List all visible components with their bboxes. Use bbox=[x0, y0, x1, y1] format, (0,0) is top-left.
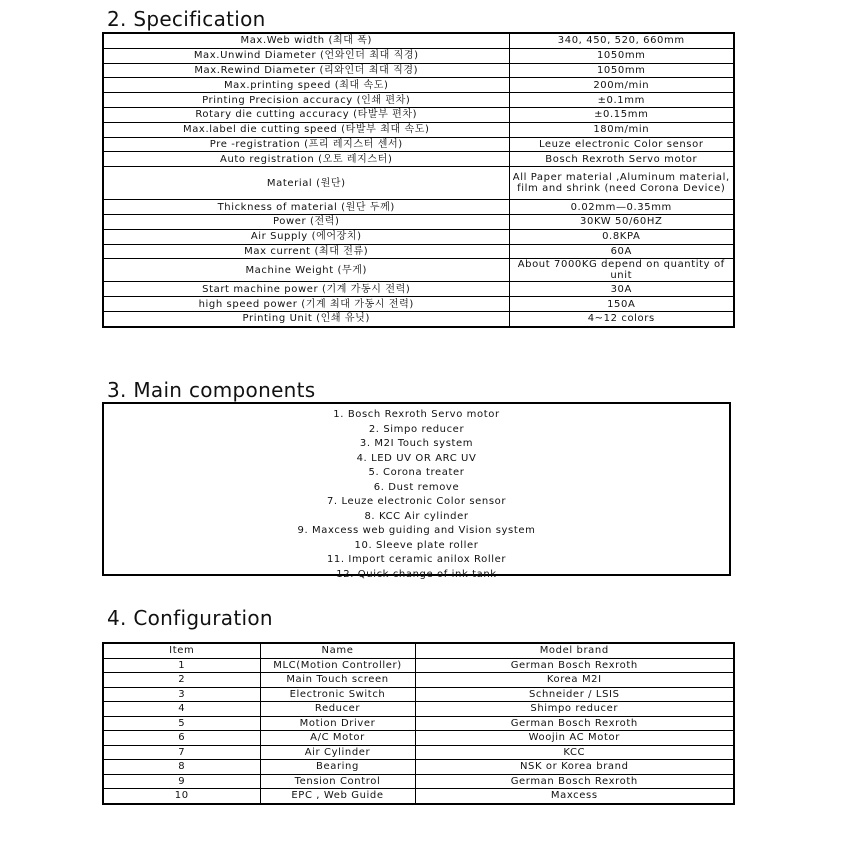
config-item: 1 bbox=[103, 658, 260, 673]
component-item: 12. Quick change of ink tank bbox=[336, 568, 497, 580]
spec-row bbox=[103, 48, 734, 63]
spec-label: high speed power (기계 최대 가동시 전력) bbox=[103, 297, 509, 312]
spec-row bbox=[103, 152, 734, 167]
configuration-heading: 4. Configuration bbox=[107, 606, 273, 630]
config-item: 5 bbox=[103, 716, 260, 731]
config-model-brand: Woojin AC Motor bbox=[415, 731, 734, 746]
spec-value: All Paper material ,Aluminum material, film and shrink (need Corona Device) bbox=[509, 167, 734, 200]
config-model-brand: Korea M2I bbox=[415, 673, 734, 688]
main-components-box bbox=[102, 402, 731, 580]
spec-value: 180m/min bbox=[509, 122, 734, 137]
spec-label: Start machine power (기계 가동시 전력) bbox=[103, 282, 509, 297]
config-item: 2 bbox=[103, 673, 260, 688]
spec-label: Thickness of material (원단 두께) bbox=[103, 200, 509, 215]
spec-row bbox=[103, 137, 734, 152]
component-item: 2. Simpo reducer bbox=[368, 423, 465, 435]
spec-value: 1050mm bbox=[509, 48, 734, 63]
spec-label: Rotary die cutting accuracy (타발부 편차) bbox=[103, 107, 509, 122]
config-item: 8 bbox=[103, 760, 260, 775]
component-item: 1. Bosch Rexroth Servo motor bbox=[333, 409, 500, 420]
spec-row bbox=[103, 107, 734, 122]
config-row bbox=[103, 789, 734, 804]
spec-row bbox=[103, 297, 734, 312]
config-item: 6 bbox=[103, 731, 260, 746]
spec-row bbox=[103, 63, 734, 78]
spec-label: Printing Unit (인쇄 유닛) bbox=[103, 311, 509, 326]
config-item: 9 bbox=[103, 774, 260, 789]
spec-value: 200m/min bbox=[509, 78, 734, 93]
component-item: 8. KCC Air cylinder bbox=[364, 510, 469, 522]
config-item: 10 bbox=[103, 789, 260, 804]
spec-label: Printing Precision accuracy (인쇄 편차) bbox=[103, 93, 509, 108]
component-item: 11. Import ceramic anilox Roller bbox=[326, 554, 507, 565]
main-components-list bbox=[104, 408, 729, 582]
spec-label: Max.label die cutting speed (타발부 최대 속도) bbox=[103, 122, 509, 137]
config-name: Air Cylinder bbox=[260, 745, 415, 760]
config-item: 4 bbox=[103, 702, 260, 717]
header-item: Item bbox=[103, 643, 260, 658]
component-item: 5. Corona treater bbox=[368, 467, 465, 478]
spec-value: 0.8KPA bbox=[509, 229, 734, 244]
config-model-brand: German Bosch Rexroth bbox=[415, 774, 734, 789]
config-row bbox=[103, 745, 734, 760]
configuration-header-row bbox=[103, 643, 734, 658]
spec-label: Air Supply (에어장치) bbox=[103, 229, 509, 244]
spec-value: 30A bbox=[509, 282, 734, 297]
config-model-brand: Shimpo reducer bbox=[415, 702, 734, 717]
spec-value: Bosch Rexroth Servo motor bbox=[509, 152, 734, 167]
spec-row bbox=[103, 311, 734, 326]
spec-value: 340, 450, 520, 660mm bbox=[509, 33, 734, 48]
spec-row bbox=[103, 200, 734, 215]
config-model-brand: German Bosch Rexroth bbox=[415, 716, 734, 731]
spec-value: 0.02mm—0.35mm bbox=[509, 200, 734, 215]
config-name: Reducer bbox=[260, 702, 415, 717]
spec-label: Max.printing speed (최대 속도) bbox=[103, 78, 509, 93]
config-row bbox=[103, 760, 734, 775]
component-item: 9. Maxcess web guiding and Vision system bbox=[297, 525, 536, 536]
spec-value: Leuze electronic Color sensor bbox=[509, 137, 734, 152]
config-model-brand: Maxcess bbox=[415, 789, 734, 804]
spec-row bbox=[103, 244, 734, 259]
config-name: Main Touch screen bbox=[260, 673, 415, 688]
spec-row bbox=[103, 122, 734, 137]
spec-row bbox=[103, 214, 734, 229]
spec-label: Auto registration (오토 레지스터) bbox=[103, 152, 509, 167]
config-model-brand: KCC bbox=[415, 745, 734, 760]
spec-label: Pre -registration (프리 레지스터 센서) bbox=[103, 137, 509, 152]
spec-row bbox=[103, 78, 734, 93]
spec-label: Power (전력) bbox=[103, 214, 509, 229]
component-item: 4. LED UV OR ARC UV bbox=[356, 452, 477, 464]
config-name: EPC , Web Guide bbox=[260, 789, 415, 804]
spec-row bbox=[103, 259, 734, 282]
specification-table bbox=[102, 32, 735, 328]
spec-value: 60A bbox=[509, 244, 734, 259]
specification-heading: 2. Specification bbox=[107, 7, 266, 31]
header-model-brand: Model brand bbox=[415, 643, 734, 658]
config-name: Electronic Switch bbox=[260, 687, 415, 702]
configuration-table bbox=[102, 642, 735, 805]
spec-row bbox=[103, 229, 734, 244]
config-row bbox=[103, 731, 734, 746]
component-item: 10. Sleeve plate roller bbox=[354, 539, 479, 551]
spec-value: About 7000KG depend on quantity of unit bbox=[509, 259, 734, 282]
spec-row bbox=[103, 33, 734, 48]
spec-value: 30KW 50/60HZ bbox=[509, 214, 734, 229]
config-name: Tension Control bbox=[260, 774, 415, 789]
spec-label: Material (원단) bbox=[103, 167, 509, 200]
spec-label: Max.Rewind Diameter (리와인더 최대 직경) bbox=[103, 63, 509, 78]
header-name: Name bbox=[260, 643, 415, 658]
config-name: MLC(Motion Controller) bbox=[260, 658, 415, 673]
spec-row bbox=[103, 167, 734, 200]
spec-label: Machine Weight (무게) bbox=[103, 259, 509, 282]
config-name: A/C Motor bbox=[260, 731, 415, 746]
config-row bbox=[103, 716, 734, 731]
config-row bbox=[103, 774, 734, 789]
component-item: 3. M2I Touch system bbox=[359, 438, 474, 449]
config-item: 7 bbox=[103, 745, 260, 760]
config-model-brand: NSK or Korea brand bbox=[415, 760, 734, 775]
config-model-brand: German Bosch Rexroth bbox=[415, 658, 734, 673]
spec-value: ±0.15mm bbox=[509, 107, 734, 122]
spec-label: Max current (최대 전류) bbox=[103, 244, 509, 259]
config-item: 3 bbox=[103, 687, 260, 702]
spec-label: Max.Web width (최대 폭) bbox=[103, 33, 509, 48]
main-components-heading: 3. Main components bbox=[107, 378, 316, 402]
spec-value: 1050mm bbox=[509, 63, 734, 78]
component-item: 6. Dust remove bbox=[373, 481, 460, 493]
spec-row bbox=[103, 93, 734, 108]
config-name: Bearing bbox=[260, 760, 415, 775]
spec-value: 150A bbox=[509, 297, 734, 312]
config-model-brand: Schneider / LSIS bbox=[415, 687, 734, 702]
config-row bbox=[103, 702, 734, 717]
spec-value: ±0.1mm bbox=[509, 93, 734, 108]
config-row bbox=[103, 658, 734, 673]
config-row bbox=[103, 673, 734, 688]
config-row bbox=[103, 687, 734, 702]
spec-row bbox=[103, 282, 734, 297]
spec-label: Max.Unwind Diameter (언와인더 최대 직경) bbox=[103, 48, 509, 63]
component-item: 7. Leuze electronic Color sensor bbox=[326, 496, 507, 507]
spec-value: 4~12 colors bbox=[509, 311, 734, 326]
config-name: Motion Driver bbox=[260, 716, 415, 731]
